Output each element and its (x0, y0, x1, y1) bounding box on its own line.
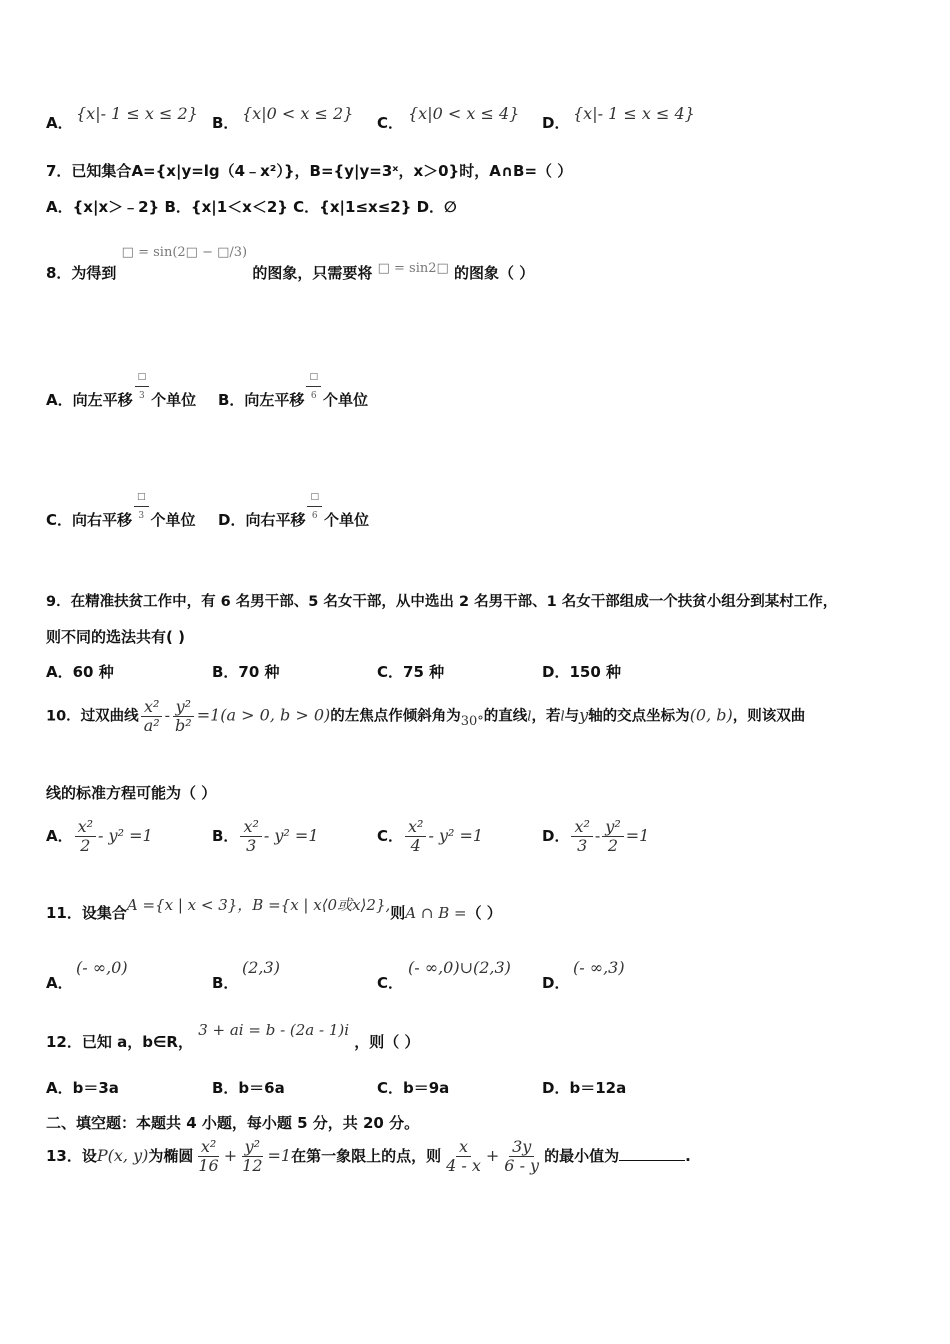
q6-option-a: A． (46, 114, 73, 132)
q8-prefix: 8．为得到 (46, 264, 117, 282)
q10-option-d: D． $\frac{\text{x²}}{3}$ - $\frac{\text{y²}}{2}$ =1 (542, 817, 650, 855)
q8-b-fraction: $\frac{□}{6}$ (306, 368, 321, 405)
q11-option-b-expr: (2,3) (242, 958, 280, 977)
q13-answer-blank[interactable] (619, 1146, 685, 1161)
q8-d-fraction: $\frac{□}{6}$ (307, 488, 322, 525)
q8-a-fraction: $\frac{□}{3}$ (135, 368, 150, 405)
q10-stem: 10．过双曲线 $\frac{\text{x²}}{\text{a²}}$ - $\frac{\text{y²}}{\text{b²}}$ =1(a > 0, b > 0)的左焦点作倾斜角为30°的直线l，若l与y轴的交点坐标为(0, b)，则该双曲 (46, 697, 806, 735)
q11-stem: 11．设集合A ={x | x < 3}，B ={x | x⟨0或x⟩2},则A ∩ B =（ ） (46, 896, 502, 922)
q12-option-c: C．b＝9a (377, 1079, 450, 1097)
q9-option-a: A．60 种 (46, 663, 114, 681)
section-2-heading: 二、填空题：本题共 4 小题，每小题 5 分，共 20 分。 (46, 1114, 420, 1132)
q13-ellipse-frac-x: $\frac{\text{x²}}{16}$ (198, 1137, 219, 1175)
q11-sets: A ={x | x < 3}，B ={x | x⟨0或x⟩2}, (126, 896, 391, 914)
q6-option-b: B． (212, 114, 239, 132)
q8-option-a: A．向左平移 $\frac{□}{3}$ 个单位 (46, 382, 196, 419)
q6-option-d: D． (542, 114, 570, 132)
q6-option-d-expr: {x|- 1 ≤ x ≤ 4} (573, 104, 695, 123)
q8-formula-target: □ = sin(2□ − □/3) (121, 245, 248, 260)
q10-frac-y: $\frac{\text{y²}}{\text{b²}}$ (172, 698, 195, 735)
q9-stem-line2: 则不同的选法共有( ) (46, 628, 185, 646)
q13-expr-frac-1: $\frac{x}{4 - x}$ (446, 1137, 481, 1175)
q12-option-b: B．b＝6a (212, 1079, 285, 1097)
q8-formula-source: □ = sin2□ (377, 261, 449, 276)
q13-expr-frac-2: $\frac{3y}{6 - y}$ (504, 1137, 540, 1175)
q11-option-b: B． (212, 974, 239, 992)
q8-c-fraction: $\frac{□}{3}$ (134, 488, 149, 525)
q9-stem-line1: 9．在精准扶贫工作中，有 6 名男干部、5 名女干部，从中选出 2 名男干部、1 名女干部组成一个扶贫小组分到某村工作， (46, 594, 838, 610)
q12-option-d: D．b＝12a (542, 1079, 627, 1097)
q7-options: A．{x|x＞﹣2} B．{x|1＜x＜2} C．{x|1≤x≤2} D．∅ (46, 198, 457, 216)
q6-option-c-expr: {x|0 < x ≤ 4} (408, 104, 520, 123)
q10-option-b: B． $\frac{\text{x²}}{3}$ - y² =1 (212, 817, 319, 855)
q12-equation: 3 + ai = b - (2a - 1)i (198, 1021, 350, 1039)
q11-option-c: C． (377, 974, 404, 992)
q6-option-b-expr: {x|0 < x ≤ 2} (242, 104, 354, 123)
q7-stem: 7．已知集合A={x|y=lg（4﹣x²）}，B={y|y=3ˣ，x＞0}时，A∩B=（ ） (46, 162, 573, 180)
q9-option-b: B．70 种 (212, 663, 280, 681)
q10-frac-x: $\frac{\text{x²}}{\text{a²}}$ (141, 698, 163, 735)
q12-stem: 12．已知 a，b∈R， 3 + ai = b - (2a - 1)i ，则（ ） (46, 1021, 420, 1051)
q13-stem: 13．设P(x, y)为椭圆 $\frac{\text{x²}}{16}$ + $\frac{\text{y²}}{12}$ =1在第一象限上的点，则 $\frac{x}{4 - x}$ + $\frac{3y}{6 - y}$ 的最小值为 . (46, 1137, 691, 1175)
q10-stem-line2: 线的标准方程可能为（ ） (46, 784, 217, 802)
q8-option-c: C．向右平移 $\frac{□}{3}$ 个单位 (46, 502, 196, 539)
q12-option-a: A．b＝3a (46, 1079, 119, 1097)
q10-option-a: A． $\frac{\text{x²}}{2}$ - y² =1 (46, 817, 153, 855)
q9-option-c: C．75 种 (377, 663, 445, 681)
q6-option-a-expr: {x|- 1 ≤ x ≤ 2} (76, 104, 198, 123)
q9-option-d: D．150 种 (542, 663, 621, 681)
q13-ellipse-frac-y: $\frac{\text{y²}}{12}$ (242, 1137, 263, 1175)
q11-option-d-expr: (- ∞,3) (573, 958, 625, 977)
q8-option-b: B．向左平移 $\frac{□}{6}$ 个单位 (218, 382, 368, 419)
q11-option-d: D． (542, 974, 570, 992)
q11-option-c-expr: (- ∞,0)∪(2,3) (408, 958, 511, 977)
q11-option-a: A． (46, 974, 73, 992)
q8-stem (46, 245, 535, 283)
q11-option-a-expr: (- ∞,0) (76, 958, 128, 977)
q6-option-c: C． (377, 114, 404, 132)
q8-middle: 的图象，只需要将 (252, 264, 373, 282)
q10-option-c: C． $\frac{\text{x²}}{4}$ - y² =1 (377, 817, 484, 855)
q8-suffix: 的图象（ ） (454, 264, 535, 282)
q8-option-d: D．向右平移 $\frac{□}{6}$ 个单位 (218, 502, 369, 539)
